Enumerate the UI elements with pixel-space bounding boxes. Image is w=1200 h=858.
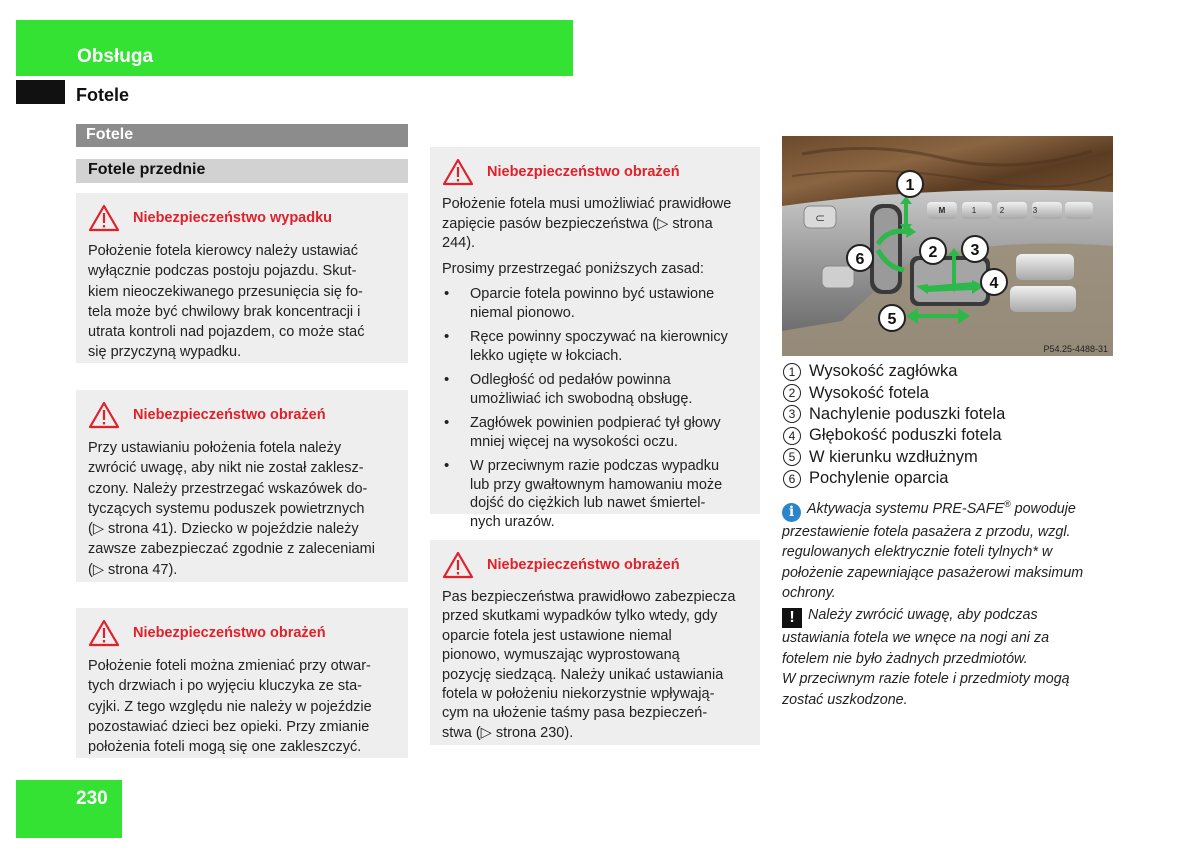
legend-row <box>783 361 1113 382</box>
memory-button-3: 3 <box>1032 206 1038 215</box>
text-line: położenia foteli mogą się one zakleszczyć. <box>88 739 362 756</box>
page-number: 230 <box>76 788 108 809</box>
legend-number: 6 <box>783 470 801 488</box>
text-line: czony. Należy przestrzegać wskazówek do- <box>88 480 368 497</box>
callout-3: 3 <box>970 242 980 259</box>
caution-note: ! Należy zwrócić uwagę, aby podczas ustawiania fotela we wnęce na nogi ani za fotelem nie było żadnych przedmiotów. W przeciwnym razie fotele i przedmioty mogą zostać uszkodzone. <box>782 605 1117 710</box>
warning-box-seat-position <box>430 147 760 530</box>
text-line: fotelem nie było żadnych przedmiotów. <box>782 650 1028 667</box>
text-line: zapięcie pasów bezpieczeństwa (▷ strona 244). <box>442 215 713 251</box>
info-icon: i <box>782 503 801 522</box>
text-line: utrata kontroli nad pojazdem, co może stać <box>88 324 365 341</box>
warning-text <box>442 195 748 531</box>
warning-triangle-icon <box>88 619 120 647</box>
text-line: stwa (▷ strona 230). <box>442 724 574 741</box>
warning-box-seatbelt <box>430 540 760 745</box>
warning-title: Niebezpieczeństwo obrażeń <box>133 625 326 641</box>
list-item: • W przeciwnym razie podczas wypadku lub przy gwałtownym hamowaniu może dojść do ciężkich lub nawet śmiertel- nych urazów. <box>442 457 748 531</box>
text-line: przed skutkami wypadków tylko wtedy, gdy <box>442 608 718 625</box>
topic-title: Fotele <box>86 126 134 143</box>
text-line: regulowanych elektrycznie foteli tylnych* w <box>782 544 1053 561</box>
legend-label: Wysokość fotela <box>809 383 929 402</box>
text-line: (▷ strona 47). <box>88 561 178 578</box>
list-item: • Ręce powinny spoczywać na kierownicy lekko ugięte w łokciach. <box>442 328 748 365</box>
rules-list <box>442 285 748 531</box>
warning-title: Niebezpieczeństwo obrażeń <box>487 557 680 573</box>
text-line: pozycję siedzącą. Należy unikać ustawiania <box>442 666 724 683</box>
text-line: położenie zapewniające pasażerowi maksimum <box>782 564 1084 581</box>
callout-4: 4 <box>989 275 999 292</box>
rules-intro: Prosimy przestrzegać poniższych zasad: <box>442 260 704 277</box>
text-line: Położenie foteli można zmieniać przy otwar- <box>88 658 371 674</box>
warning-box-injury-airbag <box>76 390 408 582</box>
warning-text <box>88 241 396 363</box>
warning-header <box>88 401 396 429</box>
callout-6: 6 <box>855 251 865 268</box>
legend-number: 2 <box>783 384 801 402</box>
text-line: się przyczyną wypadku. <box>88 344 242 361</box>
text-line: ustawiania fotela we wnęce na nogi ani za <box>782 630 1050 646</box>
svg-text:⊂: ⊂ <box>814 211 826 225</box>
text-line: fotela w położeniu niekorzystnie wpływają- <box>442 686 715 703</box>
warning-triangle-icon <box>442 551 474 579</box>
text-line: zostać uszkodzone. <box>782 691 908 708</box>
photo-legend <box>783 361 1113 489</box>
legend-number: 1 <box>783 363 801 381</box>
legend-row <box>783 425 1113 446</box>
text-line: tyczących systemu poduszek powietrznych <box>88 500 365 517</box>
text-line: cyjki. Z tego względu nie należy w pojeździe <box>88 698 372 715</box>
callout-5: 5 <box>887 311 897 328</box>
warning-triangle-icon <box>88 401 120 429</box>
info-note: i Aktywacja systemu PRE-SAFE® powoduje przestawienie fotela pasażera z przodu, wzgl. regulowanych elektrycznie foteli tylnych* w położenie zapewniające pasażerowi maksimum ochrony. <box>782 494 1117 604</box>
warning-text <box>442 588 748 743</box>
text-line: pozostawiać dzieci bez opieki. Przy zmianie <box>88 718 370 735</box>
legend-label: Głębokość poduszki fotela <box>809 426 1002 445</box>
exclamation-icon: ! <box>782 608 802 628</box>
section-marker <box>16 80 65 104</box>
text-line: zwrócić uwagę, aby nikt nie został zaklesz- <box>88 460 364 477</box>
text-line: Pas bezpieczeństwa prawidłowo zabezpiecza <box>442 589 736 605</box>
text-line: (▷ strona 41). Dziecko w pojeździe należy <box>88 521 359 538</box>
seat-controls-photo <box>782 136 1113 356</box>
warning-header <box>88 204 396 232</box>
warning-box-injury-children <box>76 608 408 758</box>
text-line: tela może być chwilowy brak koncentracji i <box>88 303 361 320</box>
text-line: tych drzwiach i po wyjęciu kluczyka ze sta- <box>88 678 362 695</box>
legend-number: 4 <box>783 427 801 445</box>
topic-bar <box>76 124 408 147</box>
warning-box-accident <box>76 193 408 363</box>
seat-controls-illustration <box>782 136 1113 356</box>
text-line: Położenie fotela musi umożliwiać prawidłowe <box>442 196 732 212</box>
legend-label: Nachylenie poduszki fotela <box>809 404 1006 423</box>
text-line: Przy ustawianiu położenia fotela należy <box>88 440 342 456</box>
legend-label: Pochylenie oparcia <box>809 469 949 488</box>
list-item: • Odległość od pedałów powinna umożliwiać ich swobodną obsługę. <box>442 371 748 408</box>
memory-button-2: 2 <box>999 206 1005 215</box>
text-line: Położenie fotela kierowcy należy ustawiać <box>88 243 358 259</box>
text-line: W przeciwnym razie fotele i przedmioty mogą <box>782 671 1070 687</box>
memory-button-m: M <box>938 206 946 215</box>
warning-title: Niebezpieczeństwo wypadku <box>133 210 333 226</box>
text-line: pionowo, wymuszając wyprostowaną <box>442 647 680 664</box>
chapter-header <box>16 20 573 76</box>
legend-number: 3 <box>783 405 801 423</box>
text-line: wyłącznie podczas postoju pojazdu. Skut- <box>88 263 357 280</box>
warning-text <box>88 438 396 580</box>
legend-row <box>783 447 1113 468</box>
legend-number: 5 <box>783 448 801 466</box>
legend-row <box>783 382 1113 403</box>
legend-label: Wysokość zagłówka <box>809 362 958 381</box>
photo-code: P54.25-4488-31 <box>1043 344 1108 354</box>
warning-triangle-icon <box>88 204 120 232</box>
callout-2: 2 <box>928 244 938 261</box>
legend-row <box>783 468 1113 489</box>
chapter-title: Obsługa <box>77 46 154 67</box>
page-number-box <box>16 780 122 838</box>
text-line: cym na ułożenie taśmy pasa bezpieczeń- <box>442 705 708 722</box>
text-line: zawsze zabezpieczać zgodnie z zaleceniami <box>88 541 375 558</box>
text-line: przestawienie fotela pasażera z przodu, wzgl. <box>782 523 1071 540</box>
list-item: • Zagłówek powinien podpierać tył głowy mniej więcej na wysokości oczu. <box>442 414 748 451</box>
legend-label: W kierunku wzdłużnym <box>809 447 978 466</box>
warning-triangle-icon <box>442 158 474 186</box>
list-item: • Oparcie fotela powinno być ustawione niemal pionowo. <box>442 285 748 322</box>
subtopic-title: Fotele przednie <box>88 161 206 178</box>
text-line: kiem nieoczekiwanego przesunięcia się fo- <box>88 283 363 300</box>
legend-row <box>783 404 1113 425</box>
text-line: ochrony. <box>782 585 836 602</box>
warning-title: Niebezpieczeństwo obrażeń <box>133 407 326 423</box>
callout-1: 1 <box>905 177 915 194</box>
section-title: Fotele <box>76 85 130 105</box>
warning-title: Niebezpieczeństwo obrażeń <box>487 164 680 180</box>
subtopic-bar <box>76 159 408 183</box>
text-line: oparcie fotela jest ustawione niemal <box>442 627 672 644</box>
warning-header <box>442 551 748 579</box>
memory-button-1: 1 <box>971 206 977 215</box>
warning-text <box>88 656 396 757</box>
warning-header <box>442 158 748 186</box>
warning-header <box>88 619 396 647</box>
